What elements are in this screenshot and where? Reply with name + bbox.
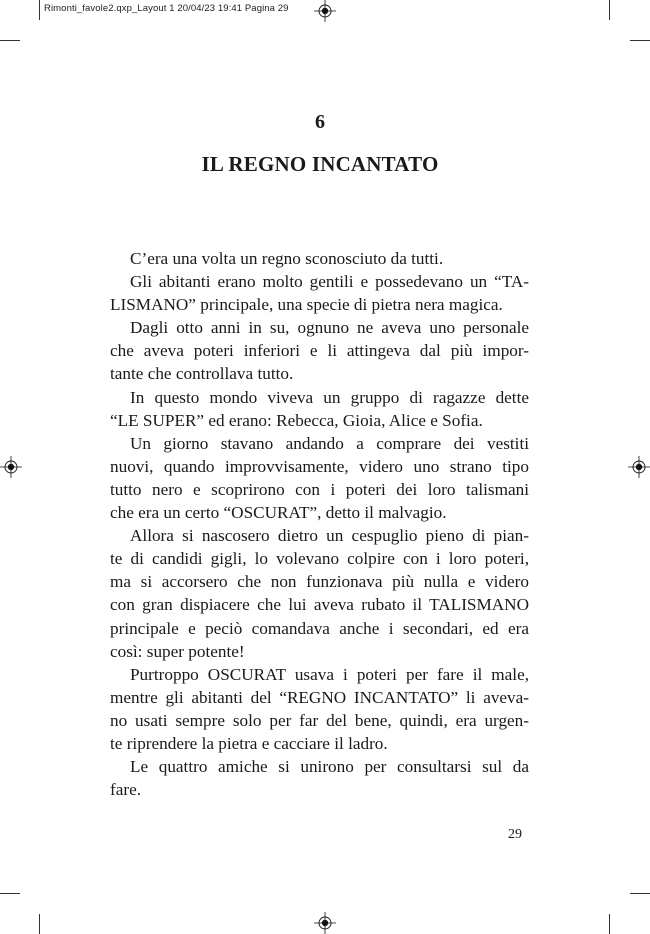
crop-mark-top-right-vertical: [609, 0, 610, 20]
text-line: Dagli otto anni in su, ognuno ne aveva uno personale: [130, 318, 529, 338]
crop-mark-top-right-horizontal: [630, 40, 650, 41]
crop-mark-bottom-left-horizontal: [0, 893, 20, 894]
text-line: LISMANO” principale, una specie di pietra nera magica.: [110, 295, 503, 315]
text-line: fare.: [110, 780, 142, 800]
text-line: no usati sempre solo per far del bene, quindi, era urgen-: [110, 710, 529, 730]
text-line: In questo mondo viveva un gruppo di ragazze dette: [130, 387, 529, 407]
crop-mark-bottom-right-vertical: [609, 914, 610, 934]
text-line: tante che controllava tutto.: [110, 364, 294, 384]
text-line: ma si accorsero che non funzionava più nulla e videro: [110, 572, 529, 592]
registration-mark-bottom-icon: [314, 912, 336, 934]
chapter-title: IL REGNO INCANTATO: [201, 152, 439, 176]
registration-mark-top-icon: [314, 0, 336, 22]
text-line: con gran dispiacere che lui aveva rubato il TALISMANO: [110, 595, 529, 615]
print-slug-line: Rimonti_favole2.qxp_Layout 1 20/04/23 19:41 Pagina 29: [44, 3, 289, 14]
text-line: te riprendere la pietra e cacciare il ladro.: [110, 733, 388, 753]
text-line: “LE SUPER” ed erano: Rebecca, Gioia, Alice e Sofia.: [110, 410, 483, 430]
text-line: che era un certo “OSCURAT”, detto il malvagio.: [110, 503, 447, 523]
text-line: Gli abitanti erano molto gentili e possedevano un “TA-: [130, 272, 529, 292]
page-number: 29: [508, 827, 522, 842]
text-line: Purtroppo OSCURAT usava i poteri per fare il male,: [130, 664, 529, 684]
text-line: Un giorno stavano andando a comprare dei vestiti: [130, 433, 529, 453]
text-line: nuovi, quando improvvisamente, videro uno strano tipo: [110, 456, 529, 476]
text-line: tutto nero e scoprirono con i poteri dei loro talismani: [110, 479, 529, 499]
text-line: Le quattro amiche si unirono per consultarsi sul da: [130, 757, 529, 777]
text-line: che aveva poteri inferiori e li attingeva dal più impor-: [110, 341, 529, 361]
text-line: mentre gli abitanti del “REGNO INCANTATO” li aveva-: [110, 687, 529, 707]
text-line: principale e peciò comandava anche i secondari, ed era: [110, 618, 529, 638]
text-line: C’era una volta un regno sconosciuto da tutti.: [130, 249, 444, 268]
story-body: [110, 247, 529, 801]
registration-mark-left-icon: [0, 456, 22, 478]
text-line: così: super potente!: [110, 641, 245, 661]
chapter-number: 6: [315, 111, 325, 133]
crop-mark-bottom-right-horizontal: [630, 893, 650, 894]
crop-mark-bottom-left-vertical: [39, 914, 40, 934]
text-line: Allora si nascosero dietro un cespuglio pieno di pian-: [130, 526, 529, 546]
crop-mark-top-left-vertical: [39, 0, 40, 20]
registration-mark-right-icon: [628, 456, 650, 478]
text-line: te di candidi gigli, lo volevano colpire con i loro poteri,: [110, 549, 529, 569]
crop-mark-top-left-horizontal: [0, 40, 20, 41]
